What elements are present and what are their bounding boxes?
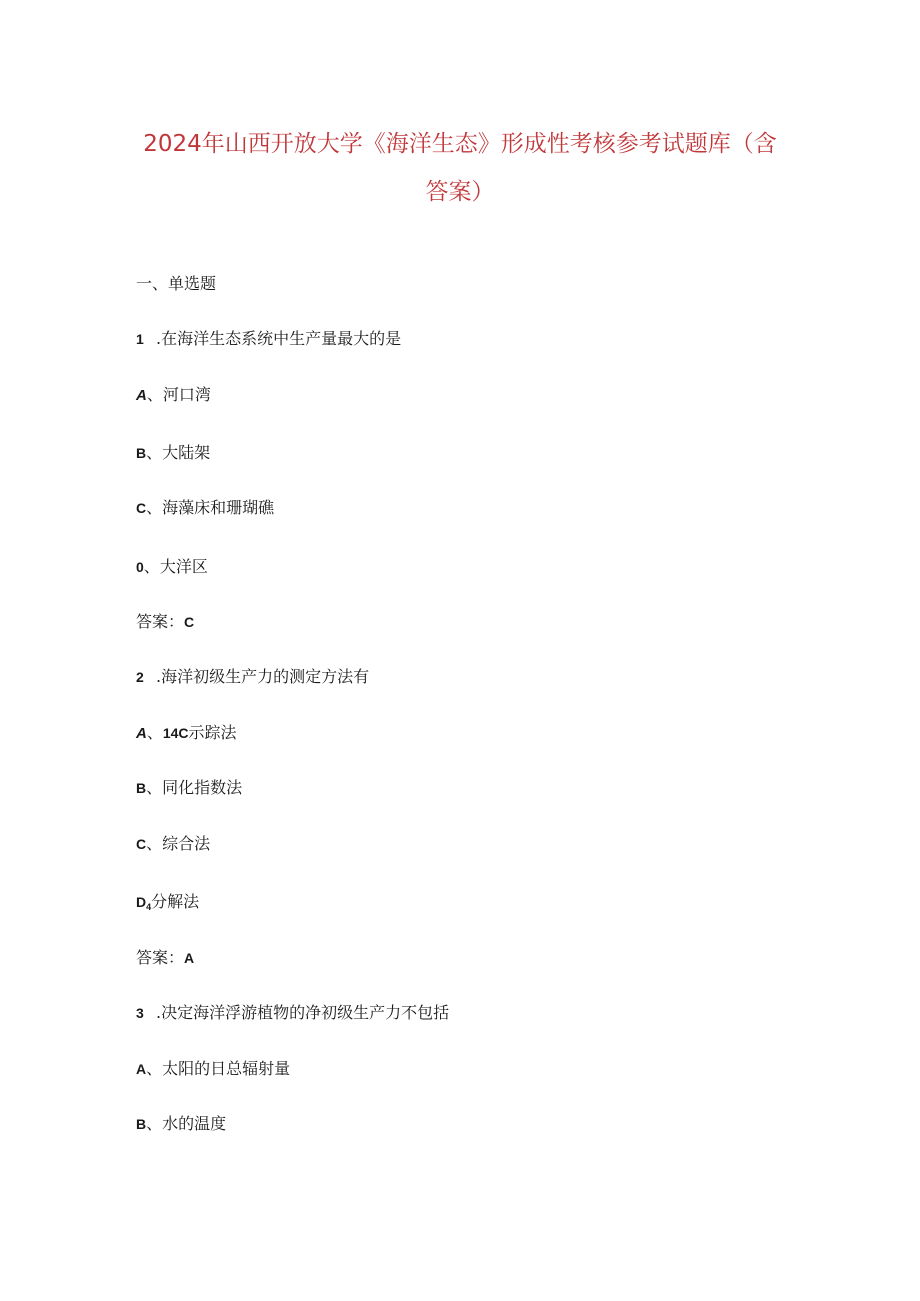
- question-number: 3: [136, 1005, 144, 1021]
- option-text: 分解法: [151, 892, 200, 911]
- document-title-line-2: 答案）: [425, 179, 495, 205]
- document-title-line-1: 2024年山西开放大学《海洋生态》形成性考核参考试题库（含: [143, 131, 777, 157]
- option-mark: D: [136, 894, 147, 910]
- option-text: 综合法: [162, 834, 211, 853]
- option-item: [136, 1058, 290, 1080]
- question-number: 2: [136, 669, 144, 685]
- option-separator: 、: [146, 778, 163, 797]
- option-text: 示踪法: [188, 723, 237, 742]
- question-text: .决定海洋浮游植物的净初级生产力不包括: [156, 1003, 450, 1022]
- option-text: 大陆架: [162, 443, 211, 462]
- option-mark: C: [136, 836, 147, 852]
- option-mark: A: [136, 725, 147, 742]
- option-separator: 、: [146, 1059, 163, 1078]
- question-3: [136, 1002, 449, 1024]
- option-mark: A: [136, 1061, 147, 1077]
- option-subscript: 4: [146, 902, 152, 912]
- option-text: 水的温度: [162, 1114, 227, 1133]
- answer-label: 答案：: [136, 612, 185, 631]
- option-separator: 、: [143, 557, 160, 576]
- option-text: 河口湾: [162, 385, 211, 404]
- option-mark: B: [136, 445, 147, 461]
- option-item: [136, 384, 211, 407]
- question-1: [136, 328, 401, 350]
- option-separator: 、: [146, 498, 163, 517]
- option-separator: 、: [146, 1114, 163, 1133]
- option-mark: A: [136, 387, 147, 404]
- option-separator: 、: [146, 834, 163, 853]
- question-text: .在海洋生态系统中生产量最大的是: [156, 329, 402, 348]
- option-item: [136, 556, 208, 578]
- option-mark: B: [136, 780, 147, 796]
- answer-label: 答案：: [136, 948, 185, 967]
- option-text: 海藻床和珊瑚礁: [162, 498, 275, 517]
- option-text: 太阳的日总辐射量: [162, 1059, 291, 1078]
- answer-line: [136, 611, 194, 633]
- option-text: 大洋区: [159, 557, 208, 576]
- option-separator: 、: [146, 385, 163, 404]
- option-mark: B: [136, 1116, 147, 1132]
- answer-value: C: [184, 614, 195, 630]
- question-number: 1: [136, 331, 144, 347]
- question-text: .海洋初级生产力的测定方法有: [156, 667, 370, 686]
- option-text: 同化指数法: [162, 778, 243, 797]
- answer-value: A: [184, 950, 195, 966]
- option-item: [136, 1113, 226, 1135]
- option-item: [136, 442, 210, 464]
- option-item: [136, 777, 242, 799]
- option-separator: 、: [146, 723, 163, 742]
- option-item: [136, 833, 210, 855]
- option-mark: 0: [136, 559, 144, 575]
- section-heading: 一、单选题: [136, 274, 217, 293]
- option-mark: C: [136, 500, 147, 516]
- option-item: [136, 722, 237, 745]
- option-isotope: 14C: [162, 725, 189, 741]
- question-2: [136, 666, 369, 688]
- answer-line: [136, 947, 194, 969]
- option-item: [136, 891, 199, 918]
- option-item: [136, 497, 274, 519]
- option-separator: 、: [146, 443, 163, 462]
